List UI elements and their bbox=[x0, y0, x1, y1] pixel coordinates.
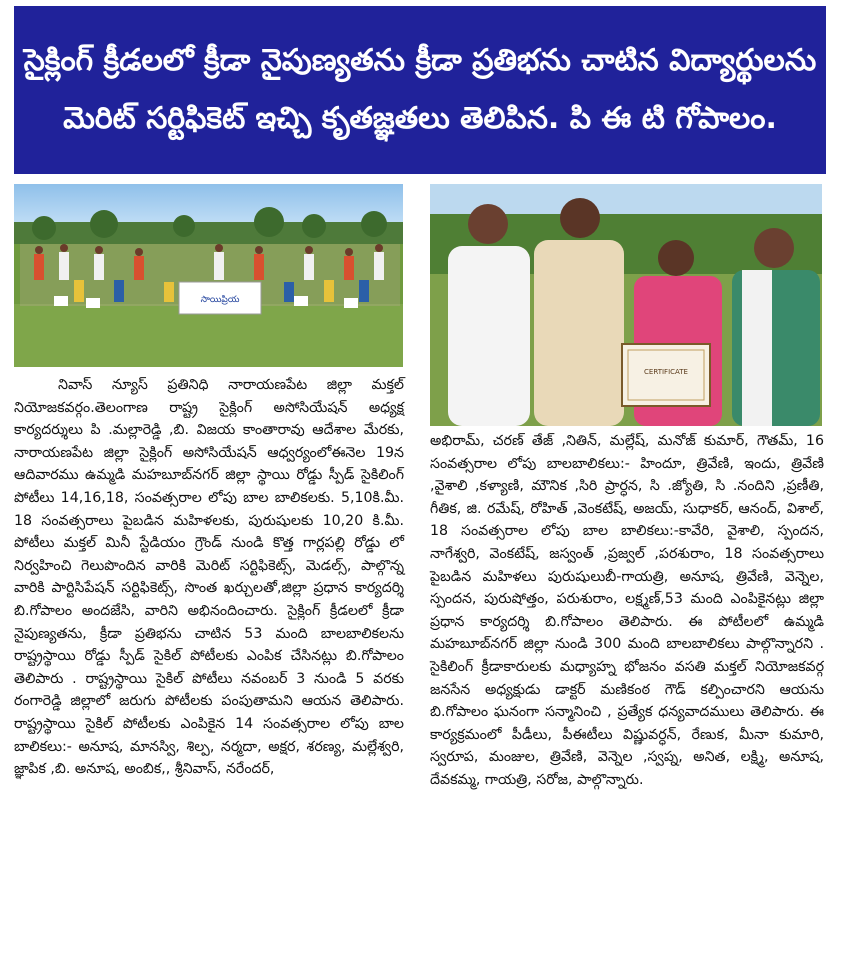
headline-line-2: మెరిట్ సర్టిఫికెట్ ఇచ్చి కృతజ్ఞతలు తెలిపిన. పి ఈ టి గోపాలం. bbox=[63, 101, 777, 136]
headline-banner bbox=[14, 6, 826, 174]
certificate-text: CERTIFICATE bbox=[644, 368, 688, 376]
article-left-column bbox=[14, 374, 404, 781]
article-paragraph-2: అభిరామ్, చరణ్ తేజ్ ,నితిన్, మల్లేష్, మనోజ్ కుమార్, గౌతమ్, 16 సంవత్సరాల లోపు బాలబాలికలు:- హిందూ, త్రివేణి, ఇందు, త్రివేణి ,వైశాలి ,కళ్యాణి, మౌనిక ,సిరి ప్రార్ధన, సి .జ్యోతి, సి .నందిని ,ప్రణీతి, గీతిక, జి. రమేష్, రోహిత్ ,వెంకటేష్, అజయ్, సుధాకర్, ఆనంద్, విశాల్, 18 సంవత్సరాల లోపు బాల బాలికలు:-కావేరి, వైశాలి, స్పందన, నాగేశ్వరి, వెంకటేష్, జస్వంత్ ,ప్రజ్వల్ ,పరశురాం, 18 సంవత్సరాలు పైబడిన మహిళలు పురుషులుబీ-గాయత్రి, అనూష, త్రివేణి, వెన్నెల, స్పందన, పురుషోత్తం, పరుశురాం, లక్ష్మణ్,53 మంది ఎంపికైనట్లు జిల్లా ప్రధాన కార్యదర్శి బి.గోపాలం తెలిపారు. ఈ పోటీలలో ఉమ్మడి మహబూబ్‌నగర్ జిల్లా నుండి 300 మంది బాలబాలికలు పాల్గొన్నారని . సైకిలింగ్ క్రీడాకారులకు మధ్యాహ్న భోజనం వసతి మక్తల్ నియోజకవర్గ జనసేన అధ్యక్షుడు డాక్టర్ మణికంఠ గౌడ్ కల్పించారని ఆయను బి.గోపాలం ఘనంగా సన్మానించి , ప్రత్యేక ధన్యవాదములు తెలిపారు. ఈ కార్యక్రమంలో పీడీలు, పీఈటీలు విష్ణువర్ధన్, రేణుక, మీనా కుమారి, స్వరూప, మంజుల, త్రివేణి, వెన్నెల ,స్వప్న, అనిత, లక్ష్మి, అనూష, దేవకమ్మ, గాయత్రి, సరోజ, పాల్గొన్నారు. bbox=[430, 433, 824, 788]
banner-text: సాయిప్రియ bbox=[200, 295, 240, 305]
certificate-photo bbox=[430, 184, 822, 426]
group-photo bbox=[14, 184, 403, 367]
article-right-column bbox=[430, 430, 824, 792]
article-paragraph-1: నివాస్ న్యూస్ ప్రతినిధి నారాయణపేట జిల్లా మక్తల్ నియోజకవర్గం.తెలంగాణ రాష్ట్ర సైక్లింగ్ అసోసియేషన్ అధ్యక్ష కార్యదర్శులు పి .మల్లారెడ్డి ,బి. విజయ కాంతారావు ఆదేశాల మేరకు, నారాయణపేట జిల్లా సైక్లింగ్ అసోసియేషన్ ఆధ్వర్యంలోఈనెల 19న ఆదివారము ఉమ్మడి మహబూబ్‌నగర్ జిల్లా స్థాయి రోడ్డు స్పీడ్ సైకిలింగ్ పోటీలు 14,16,18, సంవత్సరాల లోపు బాల బాలికలకు. 5,10కి.మీ. 18 సంవత్సరాలు పైబడిన మహిళలకు, పురుషులకు 10,20 కి.మీ. పోటీలు మక్తల్ మినీ స్టేడియం గ్రౌండ్ నుండి కొత్త గార్లపల్లి రోడ్డు లో నిర్వహించి గెలుపొందిన వారికి మెరిట్ సర్టిఫికెట్స్, మెడల్స్, పాల్గొన్న వారికి పార్టిసిపేషన్ సర్టిఫికెట్స్, సొంత ఖర్చులతో,జిల్లా ప్రధాన కార్యదర్శి బి.గోపాలం అందజేసి, వారిని అభినందించారు. సైక్లింగ్ క్రీడలలో క్రీడా నైపుణ్యతను, క్రీడా ప్రతిభను చాటిన 53 మంది బాలబాలికలను రాష్ట్రస్థాయి రోడ్డు స్పీడ్ సైకిల్ పోటీలకు ఎంపిక చేసినట్లు బి.గోపాలం తెలిపారు . రాష్ట్రస్థాయి సైకిల్ పోటీలు నవంబర్ 3 నుండి 5 వరకు రంగారెడ్డి జిల్లాలో జరుగు పోటీలకు పంపుతామని ఆయన తెలిపారు. రాష్ట్రస్థాయి సైకిల్ పోటీలకు ఎంపికైన 14 సంవత్సరాల లోపు బాల బాలికలు:- అనూష, మానస్వి, శిల్ప, నర్మదా, అక్షర, శరణ్య, మల్లేశ్వరి, జ్ఞాపిక ,బి. అనూష, అంబిక,, శ్రీనివాస్, నరేందర్, bbox=[14, 377, 404, 778]
headline-line-1: సైక్లింగ్ క్రీడలలో క్రీడా నైపుణ్యతను క్రీడా ప్రతిభను చాటిన విద్యార్థులను bbox=[23, 43, 817, 78]
